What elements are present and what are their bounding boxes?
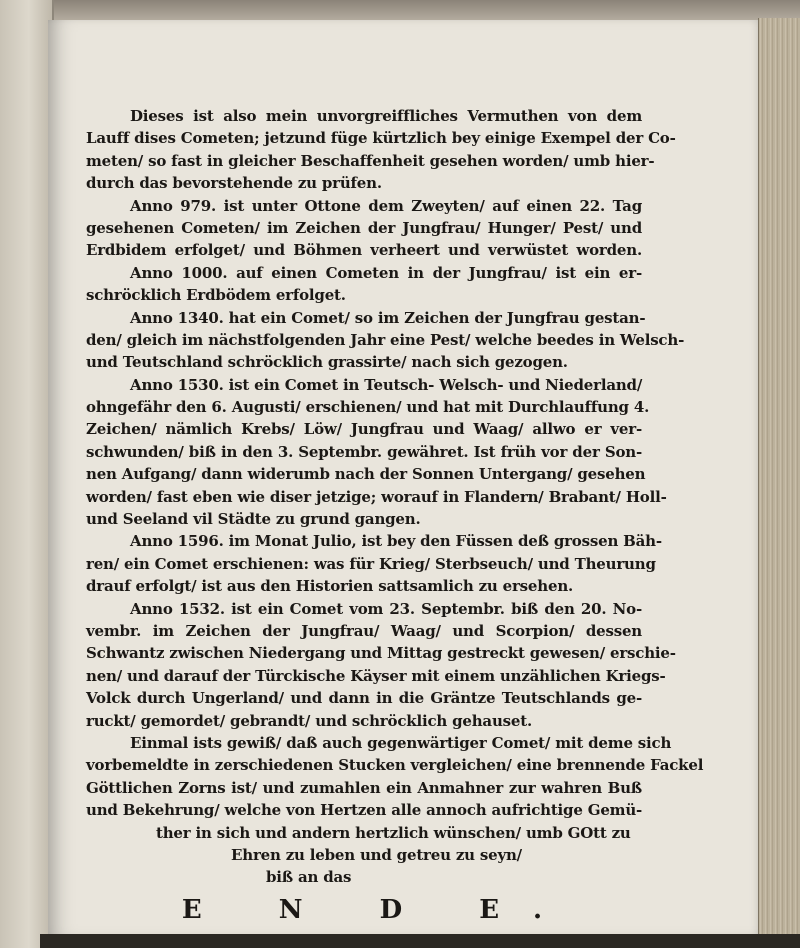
text-line: vembr. im Zeichen der Jungfrau/ Waag/ und Scorpion/ dessen xyxy=(86,621,642,640)
text-line: Anno 1596. im Monat Julio, ist bey den Füssen deß grossen Bäh- xyxy=(130,532,662,551)
text-line: biß an das xyxy=(266,868,352,887)
text-line: Göttlichen Zorns ist/ und zumahlen ein Anmahner zur wahren Buß xyxy=(86,778,642,797)
text-line: und Bekehrung/ welche von Hertzen alle annoch aufrichtige Gemü- xyxy=(86,801,643,820)
text-line: Einmal ists gewiß/ daß auch gegenwärtiger Comet/ mit deme sich xyxy=(130,733,672,752)
text-line: Dieses ist also mein unvorgreiffliches Vermuthen von dem xyxy=(130,107,642,125)
text-line: Anno 1340. hat ein Comet/ so im Zeichen der Jungfrau gestan- xyxy=(130,308,646,327)
text-line: Lauff dises Cometen; jetzund füge kürtzlich bey einige Exempel der Co- xyxy=(86,129,676,148)
text-line: vorbemeldte in zerschiedenen Stucken vergleichen/ eine brennende Fackel xyxy=(86,756,704,775)
text-line: ren/ ein Comet erschienen: was für Krieg/ Sterbseuch/ und Theurung xyxy=(86,554,656,573)
text-line: den/ gleich im nächstfolgenden Jahr eine Pest/ welche beedes in Welsch- xyxy=(86,330,685,349)
text-line: und Seeland vil Städte zu grund gangen. xyxy=(86,510,421,529)
page-text xyxy=(86,105,704,925)
text-line: nen Aufgang/ dann widerumb nach der Sonnen Untergang/ gesehen xyxy=(86,465,646,484)
text-line: drauf erfolgt/ ist aus den Historien sattsamlich zu ersehen. xyxy=(86,577,574,596)
text-line: Erdbidem erfolget/ und Böhmen verheert und verwüstet worden. xyxy=(86,241,642,260)
text-line: Anno 1000. auf einen Cometen in der Jungfrau/ ist ein er- xyxy=(130,263,642,282)
text-line: schröcklich Erdbödem erfolget. xyxy=(86,286,346,305)
previous-page-edge xyxy=(40,0,800,22)
text-line: meten/ so fast in gleicher Beschaffenheit gesehen worden/ umb hier- xyxy=(86,151,655,170)
text-line: Zeichen/ nämlich Krebs/ Löw/ Jungfrau und Waag/ allwo er ver- xyxy=(86,420,642,439)
text-line: durch das bevorstehende zu prüfen. xyxy=(86,174,382,193)
text-line: Volck durch Ungerland/ und dann in die Gräntze Teutschlands ge- xyxy=(86,689,642,708)
bottom-shadow xyxy=(40,934,800,948)
stacked-page-edges xyxy=(758,18,800,942)
text-line: ruckt/ gemordet/ gebrandt/ und schröcklich gehauset. xyxy=(86,711,533,730)
text-line: schwunden/ biß in den 3. Septembr. gewähret. Ist früh vor der Son- xyxy=(86,442,642,461)
text-line: gesehenen Cometen/ im Zeichen der Jungfrau/ Hunger/ Pest/ und xyxy=(86,218,642,237)
closing-ende: E N D E. xyxy=(181,894,577,925)
text-line: Anno 1532. ist ein Comet vom 23. Septembr. biß den 20. No- xyxy=(130,599,642,618)
text-line: und Teutschland schröcklich grassirte/ nach sich gezogen. xyxy=(86,353,568,372)
text-line: Anno 979. ist unter Ottone dem Zweyten/ auf einen 22. Tag xyxy=(130,196,642,215)
left-page-edge xyxy=(0,0,54,948)
text-line: ther in sich und andern hertzlich wünschen/ umb GOtt zu xyxy=(156,823,631,842)
text-line: ohngefähr den 6. Augusti/ erschienen/ und hat mit Durchlauffung 4. xyxy=(86,398,650,417)
text-line: Ehren zu leben und getreu zu seyn/ xyxy=(231,845,522,864)
text-line: Schwantz zwischen Niedergang und Mittag gestreckt gewesen/ erschie- xyxy=(86,644,676,663)
text-line: nen/ und darauf der Türckische Käyser mit einem unzählichen Kriegs- xyxy=(86,666,666,685)
text-line: Anno 1530. ist ein Comet in Teutsch- Welsch- und Niederland/ xyxy=(130,375,643,394)
text-line: worden/ fast eben wie diser jetzige; worauf in Flandern/ Brabant/ Holl- xyxy=(86,487,667,506)
